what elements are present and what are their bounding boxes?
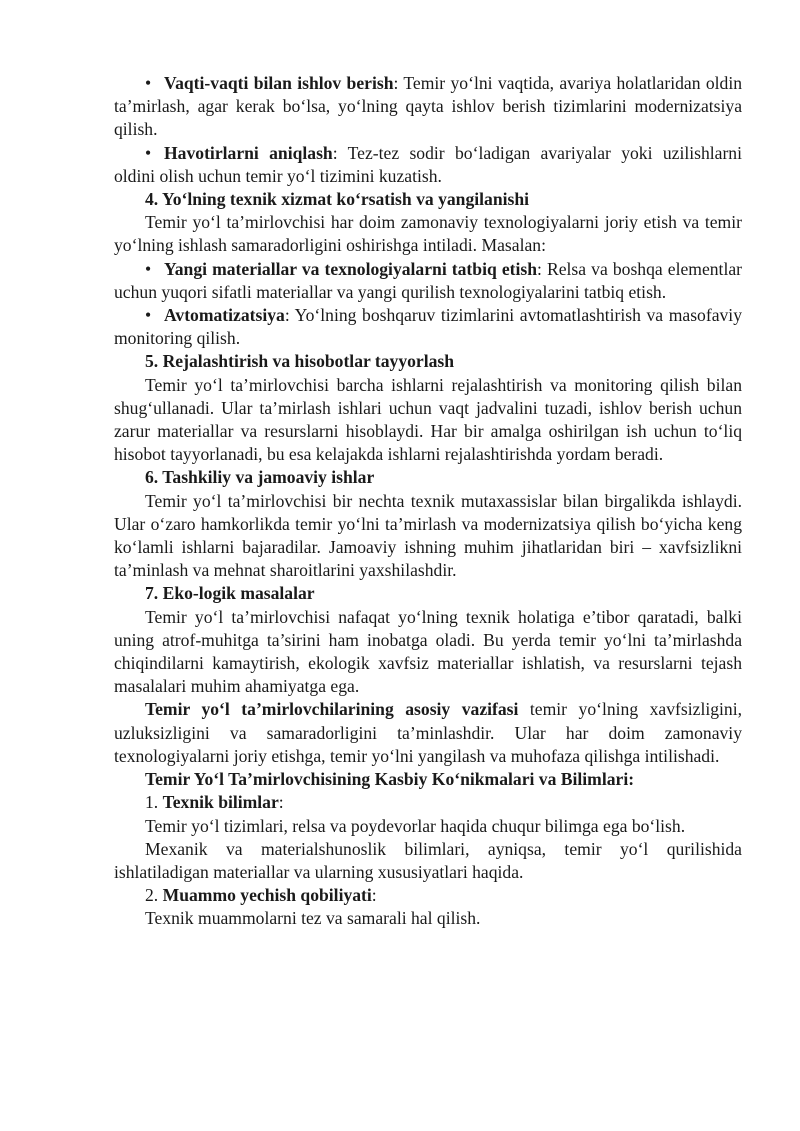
bullet-item: • Avtomatizatsiya: Yo‘lning boshqaruv tizimlarini avtomatlashtirish va masofaviy monitoring qilish.	[114, 305, 742, 349]
section-heading: 7. Eko-logik masalalar	[145, 583, 315, 604]
bullet-icon: •	[145, 73, 152, 93]
section-heading: 4. Yo‘lning texnik xizmat ko‘rsatish va yangilanishi	[145, 189, 530, 210]
paragraph: Texnik muammolarni tez va samarali hal qilish.	[145, 908, 481, 929]
section-heading: Temir Yo‘l Ta’mirlovchisining Kasbiy Ko‘nikmalari va Bilimlari:	[145, 769, 635, 790]
bullet-icon: •	[145, 142, 152, 163]
paragraph: Temir yo‘l tizimlari, relsa va poydevorlar haqida chuqur bilimga ega bo‘lish.	[145, 815, 686, 836]
bullet-icon: •	[145, 305, 152, 326]
bullet-item: • Vaqti-vaqti bilan ishlov berish: Temir yo‘lni vaqtida, avariya holatlaridan oldin ta’mirlash, agar kerak bo‘lsa, yo‘lning qayta ishlov berish tizimlarini modernizatsiya qilish.	[114, 73, 742, 140]
section-heading: 6. Tashkiliy va jamoaviy ishlar	[145, 467, 375, 488]
document-page	[114, 72, 742, 931]
section-heading: 5. Rejalashtirish va hisobotlar tayyorlash	[145, 351, 455, 372]
bullet-icon: •	[145, 258, 152, 279]
paragraph: Temir yo‘l ta’mirlovchisi har doim zamonaviy texnologiyalarni joriy etish va temir yo‘lning ishlash samaradorligini oshirishga intiladi. Masalan:	[114, 212, 742, 256]
paragraph: Temir yo‘l ta’mirlovchisi nafaqat yo‘lning texnik holatiga e’tibor qaratadi, balki uning atrof-muhitga ta’sirini ham inobatga oladi. Bu yerda temir yo‘lni ta’mirlashda chiqindilarni kamaytirish, ekologik xavfsiz materiallar ishlatish, va resurslarni tejash masalalari muhim ahamiyatga ega.	[114, 606, 742, 697]
paragraph: Temir yo‘l ta’mirlovchisi bir nechta texnik mutaxassislar bilan birgalikda ishlaydi. Ular o‘zaro hamkorlikda temir yo‘lni ta’mirlash va modernizatsiya qilish bo‘yicha keng ko‘lamli ishlarni bajaradilar. Jamoaviy ishning muhim jihatlaridan biri – xavfsizlikni ta’minlash va mehnat sharoitlarini yaxshilashdir.	[114, 490, 742, 581]
paragraph: Mexanik va materialshunoslik bilimlari, ayniqsa, temir yo‘l qurilishida ishlatiladigan materiallar va ularning xususiyatlari haqida.	[114, 838, 742, 882]
bullet-item: • Havotirlarni aniqlash: Tez-tez sodir bo‘ladigan avariyalar yoki uzilishlarni oldini olish uchun temir yo‘l tizimini kuzatish.	[114, 142, 742, 186]
paragraph: Temir yo‘l ta’mirlovchisi barcha ishlarni rejalashtirish va monitoring qilish bilan shug‘ullanadi. Ular ta’mirlash ishlari uchun vaqt jadvalini tuzadi, ishlov berish uchun zarur materiallar va resurslarni hisoblaydi. Har bir amalga oshirilgan ish uchun to‘liq hisobot tayyorlanadi, bu esa kelajakda ishlarni rejalashtirishda yordam beradi.	[114, 374, 742, 465]
numbered-item: 1. Texnik bilimlar:	[145, 792, 284, 813]
bullet-item: • Yangi materiallar va texnologiyalarni tatbiq etish: Relsa va boshqa elementlar uchun yuqori sifatli materiallar va yangi qurilish texnologiyalarini tatbiq etish.	[114, 258, 743, 302]
summary-paragraph: Temir yo‘l ta’mirlovchilarining asosiy vazifasi temir yo‘lning xavfsizligini, uzluksizligini va samaradorligini ta’minlashdir. Ular har doim zamonaviy texnologiyalarni joriy etishga, temir yo‘lni yangilash va muhofaza qilishga intilishadi.	[114, 699, 742, 766]
numbered-item: 2. Muammo yechish qobiliyati:	[145, 885, 377, 906]
